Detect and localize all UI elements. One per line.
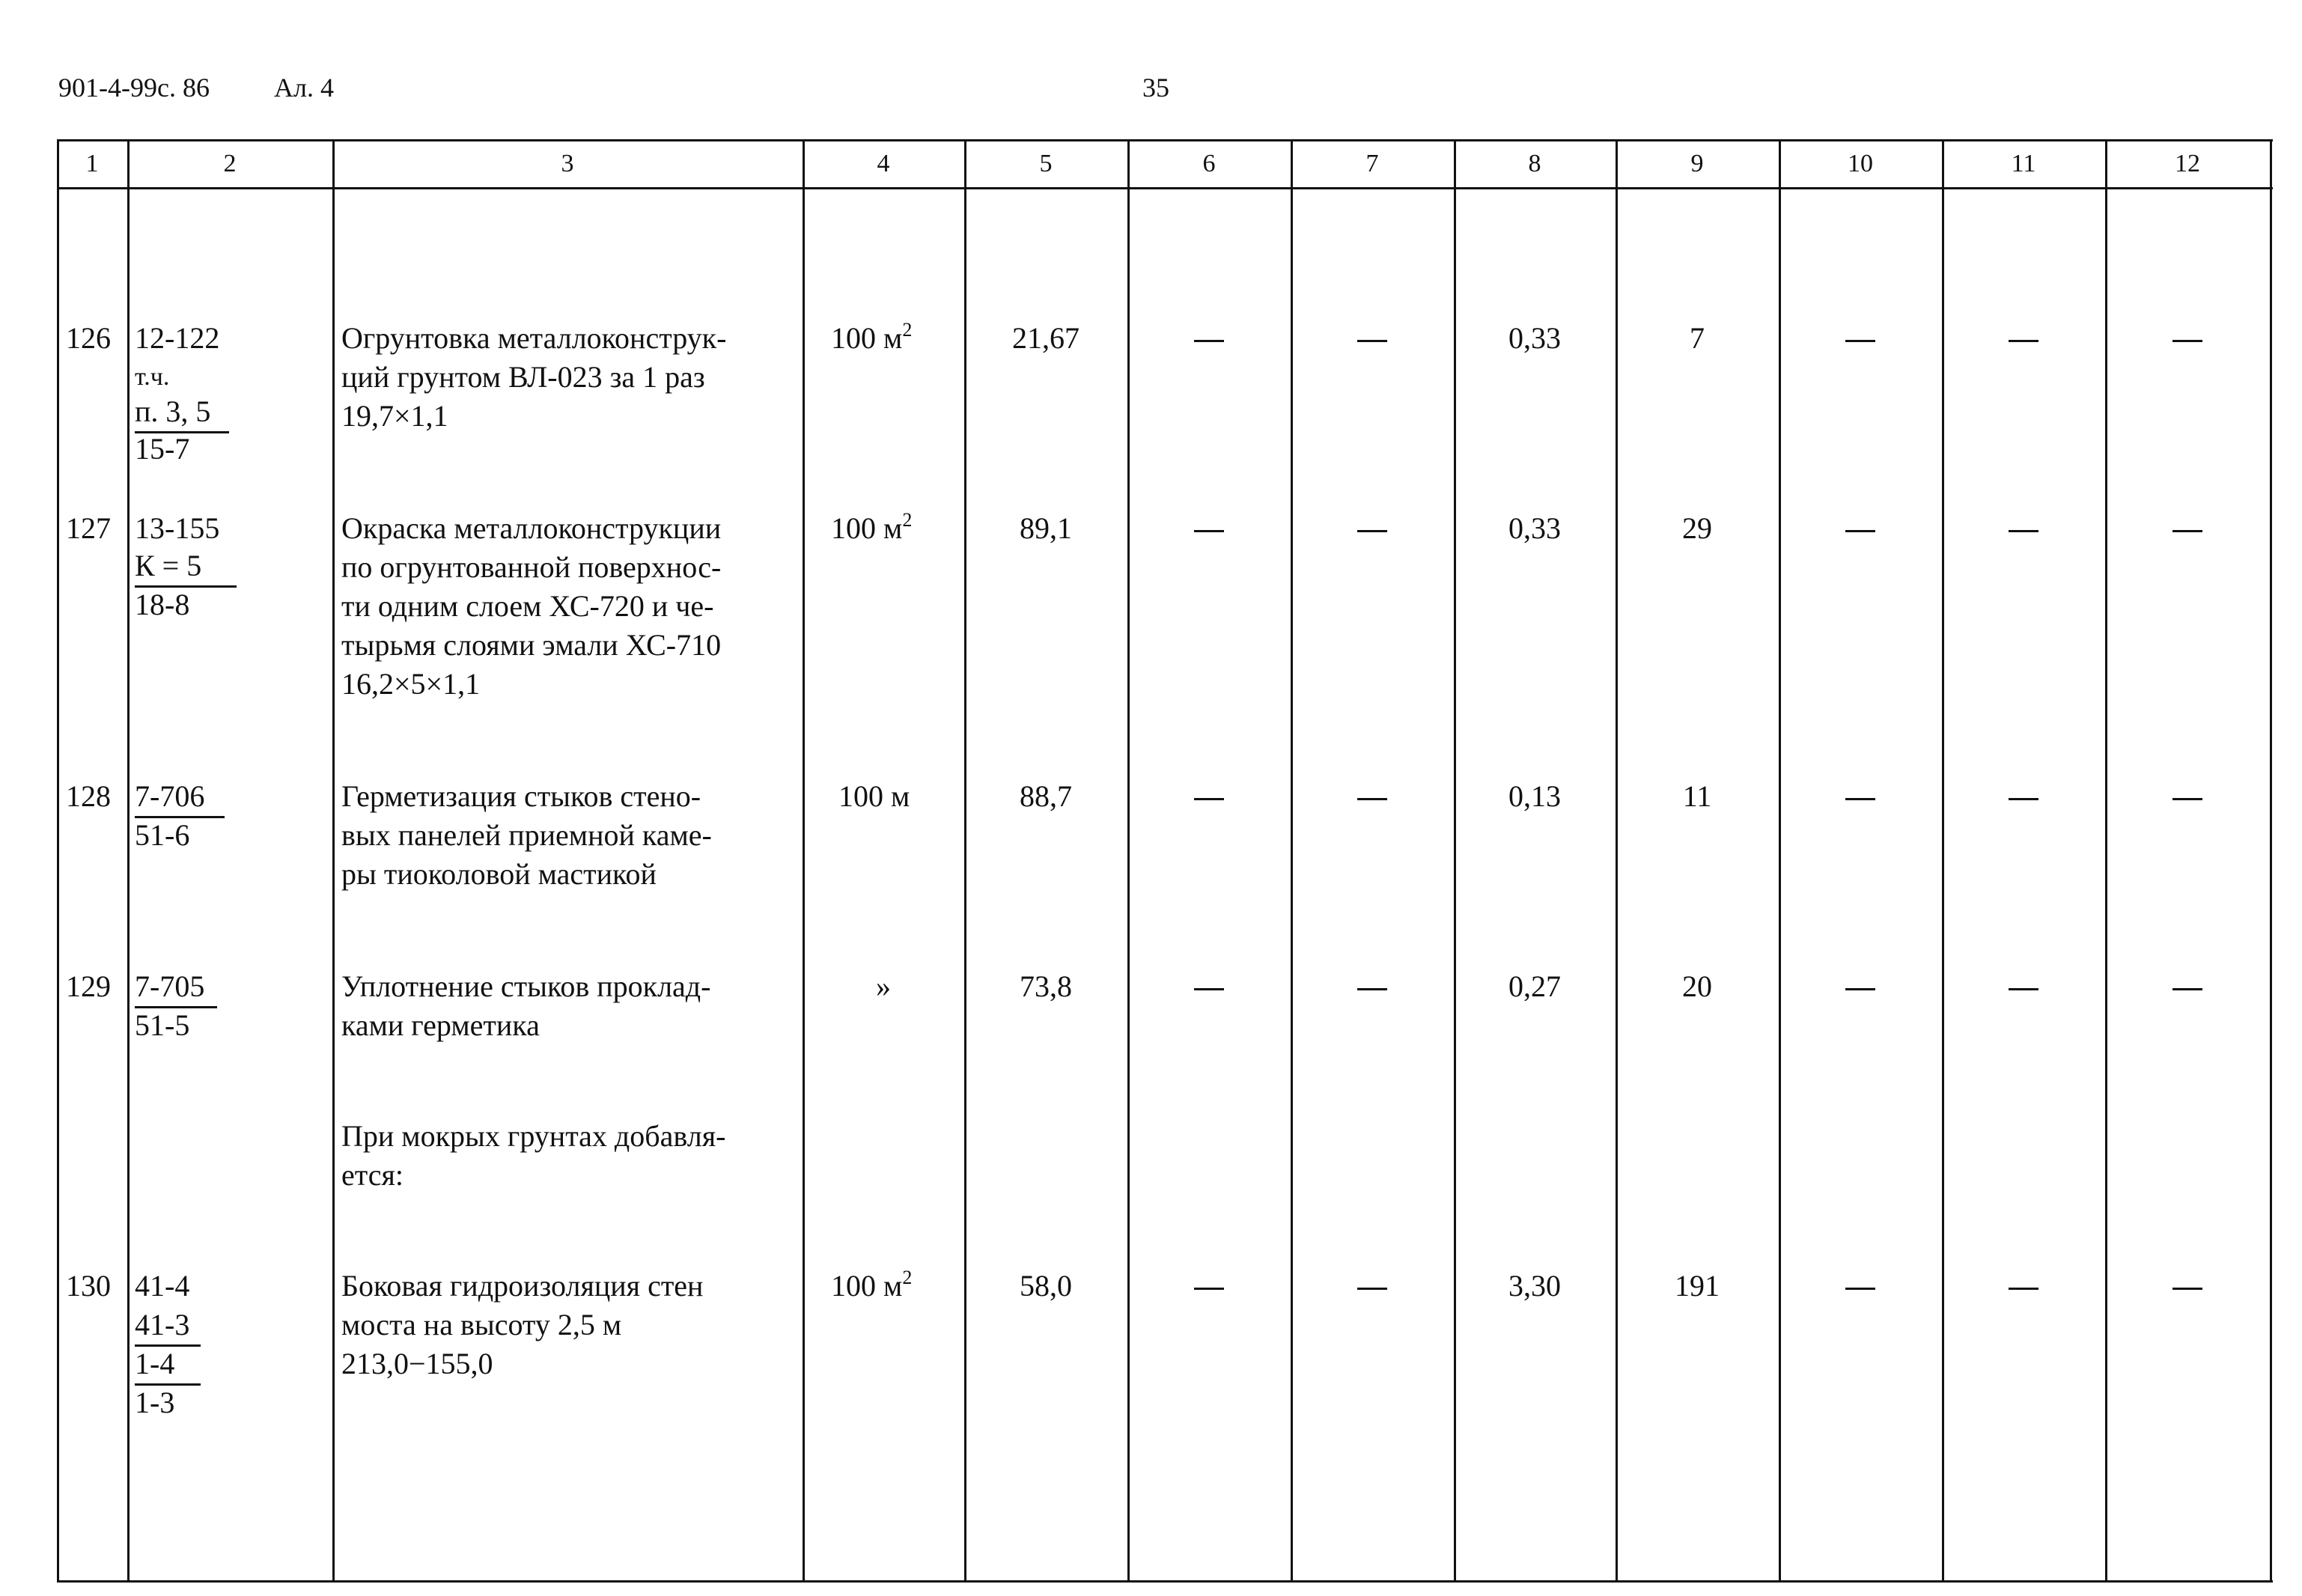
norm-ref: 51-6 [135, 818, 190, 852]
unit: 100 м [838, 779, 910, 813]
dash [1194, 1288, 1224, 1290]
col-border [1779, 139, 1781, 1583]
row-number: 129 [66, 969, 111, 1003]
dash [2172, 530, 2202, 532]
norm-ref: К = 5 [135, 546, 237, 588]
value-col-9: 191 [1675, 1269, 1720, 1303]
value-col-9: 11 [1682, 779, 1712, 813]
dash [2009, 530, 2038, 532]
col-border [57, 139, 59, 1583]
norm-ref: 15-7 [135, 432, 190, 466]
col-border [1127, 139, 1130, 1583]
norm-ref: п. 3, 5 [135, 392, 229, 433]
estimate-table [57, 139, 2273, 1583]
column-number: 11 [2011, 150, 2036, 177]
sheet-label: Ал. 4 [274, 73, 334, 103]
column-number: 1 [85, 150, 99, 177]
norm-ref: 41-4 [135, 1269, 190, 1303]
work-description: ти одним слоем ХС-720 и че- [341, 589, 714, 623]
dash [1194, 340, 1224, 342]
column-number: 7 [1365, 150, 1379, 177]
dash [1845, 798, 1875, 800]
dash [1194, 798, 1224, 800]
work-description: тырьмя слоями эмали ХС-710 [341, 628, 722, 662]
col-border [1942, 139, 1944, 1583]
work-description: Окраска металлоконструкции [341, 511, 722, 545]
norm-ref: 1-4 [135, 1344, 201, 1386]
value-col-8: 0,33 [1508, 511, 1561, 545]
value-col-9: 20 [1682, 969, 1712, 1003]
col-border [332, 139, 335, 1583]
work-description: 19,7×1,1 [341, 399, 448, 433]
work-description: ций грунтом ВЛ-023 за 1 раз [341, 360, 705, 394]
row-number: 128 [66, 779, 111, 813]
row-border [57, 1580, 2273, 1583]
col-border [127, 139, 130, 1583]
col-border [803, 139, 805, 1583]
work-description: 213,0−155,0 [341, 1347, 493, 1380]
quantity: 58,0 [1020, 1269, 1072, 1303]
quantity: 88,7 [1020, 779, 1072, 813]
work-description: моста на высоту 2,5 м [341, 1308, 622, 1341]
quantity: 89,1 [1020, 511, 1072, 545]
dash [1194, 530, 1224, 532]
norm-ref: т.ч. [135, 363, 170, 391]
row-border [57, 187, 2273, 189]
norm-ref: 7-706 [135, 777, 225, 818]
row-number: 127 [66, 511, 111, 545]
work-description: по огрунтованной поверхнос- [341, 550, 722, 584]
document-code: 901-4-99с. 86 [58, 73, 210, 103]
dash [2172, 988, 2202, 990]
dash [2172, 1288, 2202, 1290]
norm-ref: 7-705 [135, 967, 217, 1008]
col-border [1291, 139, 1293, 1583]
col-border [2270, 139, 2272, 1583]
value-col-8: 0,13 [1508, 779, 1561, 813]
norm-ref: 41-3 [135, 1306, 201, 1347]
unit: 100 $м^2$ [831, 319, 913, 355]
dash [1357, 1288, 1387, 1290]
dash [1357, 340, 1387, 342]
quantity: 73,8 [1020, 969, 1072, 1003]
column-number: 6 [1202, 150, 1216, 177]
dash [2009, 798, 2038, 800]
page-number: 35 [1142, 73, 1169, 103]
work-description: ры тиоколовой мастикой [341, 857, 657, 891]
work-description: вых панелей приемной каме- [341, 818, 712, 852]
norm-ref: 1-3 [135, 1386, 175, 1419]
column-number: 4 [877, 150, 890, 177]
col-border [2105, 139, 2107, 1583]
dash [2172, 340, 2202, 342]
work-description: Герметизация стыков стено- [341, 779, 701, 813]
column-number: 10 [1848, 150, 1873, 177]
work-description: Огрунтовка металлоконструк- [341, 321, 727, 355]
value-col-8: 0,27 [1508, 969, 1561, 1003]
dash [1357, 798, 1387, 800]
dash [1357, 988, 1387, 990]
norm-ref: 13-155 [135, 511, 220, 545]
dash [1845, 530, 1875, 532]
dash [1845, 988, 1875, 990]
dash [1845, 1288, 1875, 1290]
value-col-8: 3,30 [1508, 1269, 1561, 1303]
unit: » [876, 969, 891, 1003]
quantity: 21,67 [1012, 321, 1080, 355]
note-text: ется: [341, 1158, 404, 1192]
row-number: 126 [66, 321, 111, 355]
dash [2009, 988, 2038, 990]
dash [1845, 340, 1875, 342]
unit: 100 $м^2$ [831, 509, 913, 545]
work-description: 16,2×5×1,1 [341, 667, 481, 701]
dash [2172, 798, 2202, 800]
dash [2009, 340, 2038, 342]
dash [1194, 988, 1224, 990]
column-number: 2 [223, 150, 237, 177]
row-number: 130 [66, 1269, 111, 1303]
norm-ref: 12-122 [135, 321, 220, 355]
work-description: ками герметика [341, 1008, 540, 1042]
unit: 100 $м^2$ [831, 1267, 913, 1303]
work-description: Боковая гидроизоляция стен [341, 1269, 704, 1303]
dash [1357, 530, 1387, 532]
value-col-9: 7 [1690, 321, 1705, 355]
row-border [57, 139, 2273, 141]
work-description: Уплотнение стыков проклад- [341, 969, 711, 1003]
column-number: 5 [1039, 150, 1053, 177]
column-number: 9 [1690, 150, 1704, 177]
norm-ref: 18-8 [135, 588, 190, 621]
column-number: 8 [1528, 150, 1541, 177]
value-col-8: 0,33 [1508, 321, 1561, 355]
norm-ref: 51-5 [135, 1008, 190, 1042]
value-col-9: 29 [1682, 511, 1712, 545]
dash [2009, 1288, 2038, 1290]
note-text: При мокрых грунтах добавля- [341, 1119, 726, 1153]
column-number: 3 [561, 150, 574, 177]
column-number: 12 [2175, 150, 2200, 177]
